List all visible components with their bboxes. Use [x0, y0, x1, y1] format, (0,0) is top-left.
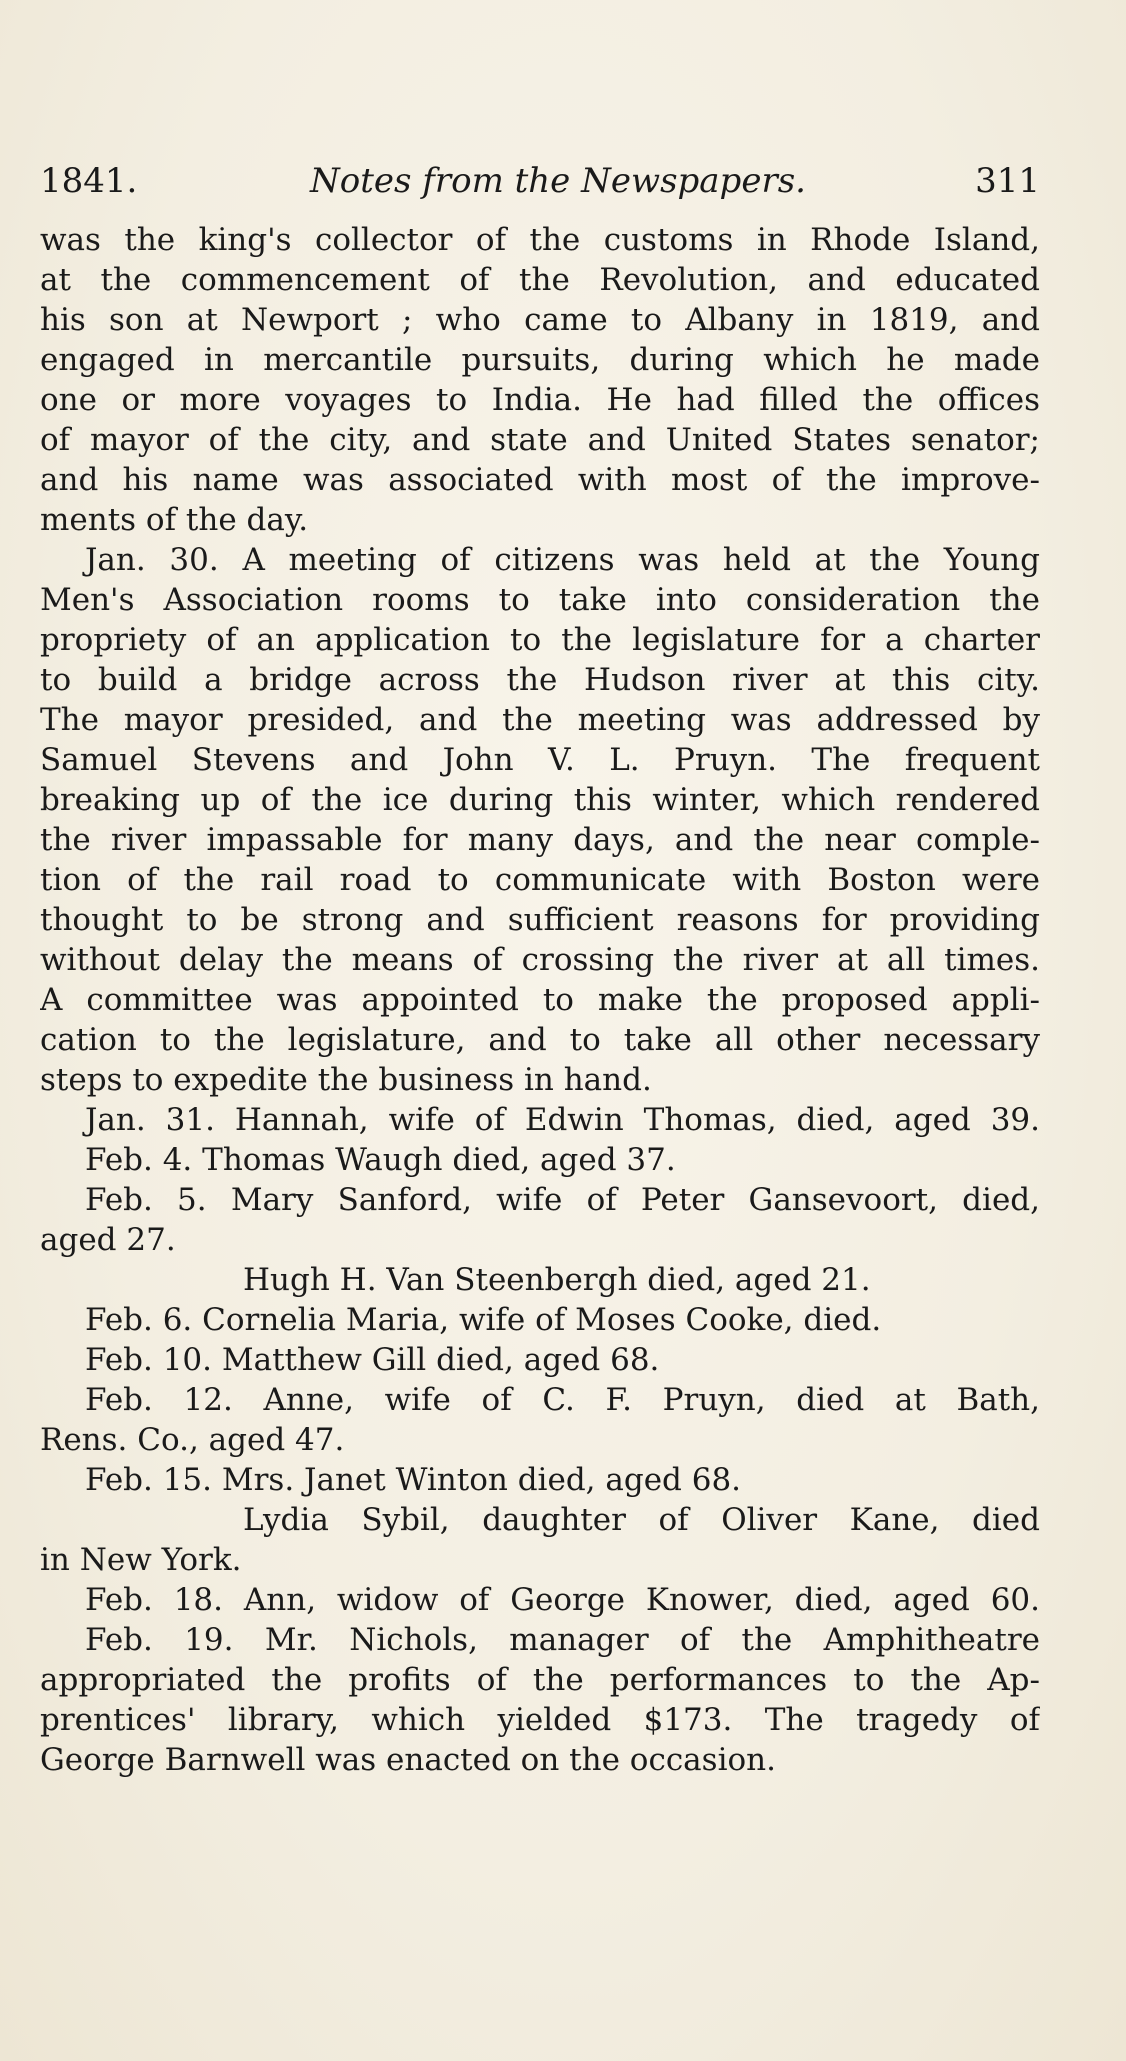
text-line: the river impassable for many days, and the near comple-: [40, 822, 1040, 858]
text-line: The mayor presided, and the meeting was addressed by: [40, 702, 1040, 738]
text-line: Feb. 4. Thomas Waugh died, aged 37.: [85, 1142, 676, 1178]
text-line: Samuel Stevens and John V. L. Pruyn. The frequent: [40, 742, 1040, 778]
text-line: Feb. 10. Matthew Gill died, aged 68.: [85, 1342, 660, 1378]
text-line: of mayor of the city, and state and United States senator;: [40, 422, 1040, 458]
header-title: Notes from the Newspapers.: [310, 161, 806, 201]
text-line: prentices' library, which yielded $173. The tragedy of: [40, 1702, 1040, 1738]
text-line: Feb. 19. Mr. Nichols, manager of the Amphitheatre: [85, 1622, 1040, 1658]
text-line: Feb. 12. Anne, wife of C. F. Pruyn, died at Bath,: [85, 1382, 1040, 1418]
text-line: breaking up of the ice during this winter, which rendered: [40, 782, 1040, 818]
text-line: cation to the legislature, and to take all other necessary: [40, 1022, 1040, 1058]
text-line: ments of the day.: [40, 502, 309, 538]
text-line: Jan. 30. A meeting of citizens was held at the Young: [85, 542, 1040, 578]
text-line: his son at Newport ; who came to Albany in 1819, and: [40, 302, 1040, 338]
text-line: thought to be strong and sufficient reasons for providing: [40, 902, 1040, 938]
text-line: and his name was associated with most of the improve-: [40, 462, 1040, 498]
text-line: A committee was appointed to make the proposed appli-: [40, 982, 1040, 1018]
text-line: at the commencement of the Revolution, and educated: [40, 262, 1040, 298]
text-line: Lydia Sybil, daughter of Oliver Kane, died: [243, 1502, 1040, 1538]
text-line: Feb. 18. Ann, widow of George Knower, died, aged 60.: [85, 1582, 1040, 1618]
text-line: aged 27.: [40, 1222, 176, 1258]
text-line: one or more voyages to India. He had filled the offices: [40, 382, 1040, 418]
text-line: Jan. 31. Hannah, wife of Edwin Thomas, died, aged 39.: [85, 1102, 1040, 1138]
text-line: in New York.: [40, 1542, 242, 1578]
text-line: to build a bridge across the Hudson river at this city.: [40, 662, 1040, 698]
text-line: engaged in mercantile pursuits, during which he made: [40, 342, 1040, 378]
text-line: Feb. 5. Mary Sanford, wife of Peter Gansevoort, died,: [85, 1182, 1040, 1218]
running-header: [40, 156, 1040, 206]
body-text: [40, 220, 1040, 1780]
text-line: appropriated the profits of the performances to the Ap-: [40, 1662, 1040, 1698]
text-line: Hugh H. Van Steenbergh died, aged 21.: [243, 1262, 871, 1298]
text-line: Feb. 15. Mrs. Janet Winton died, aged 68.: [85, 1462, 742, 1498]
text-line: steps to expedite the business in hand.: [40, 1062, 652, 1098]
text-line: without delay the means of crossing the river at all times.: [40, 942, 1040, 978]
text-line: George Barnwell was enacted on the occasion.: [40, 1742, 776, 1778]
page-number: 311: [975, 161, 1040, 201]
text-line: was the king's collector of the customs in Rhode Island,: [40, 222, 1040, 258]
text-line: propriety of an application to the legislature for a charter: [40, 622, 1040, 658]
header-year: 1841.: [40, 161, 138, 201]
text-line: Rens. Co., aged 47.: [40, 1422, 345, 1458]
text-line: tion of the rail road to communicate with Boston were: [40, 862, 1040, 898]
text-line: Men's Association rooms to take into consideration the: [40, 582, 1040, 618]
text-line: Feb. 6. Cornelia Maria, wife of Moses Cooke, died.: [85, 1302, 882, 1338]
